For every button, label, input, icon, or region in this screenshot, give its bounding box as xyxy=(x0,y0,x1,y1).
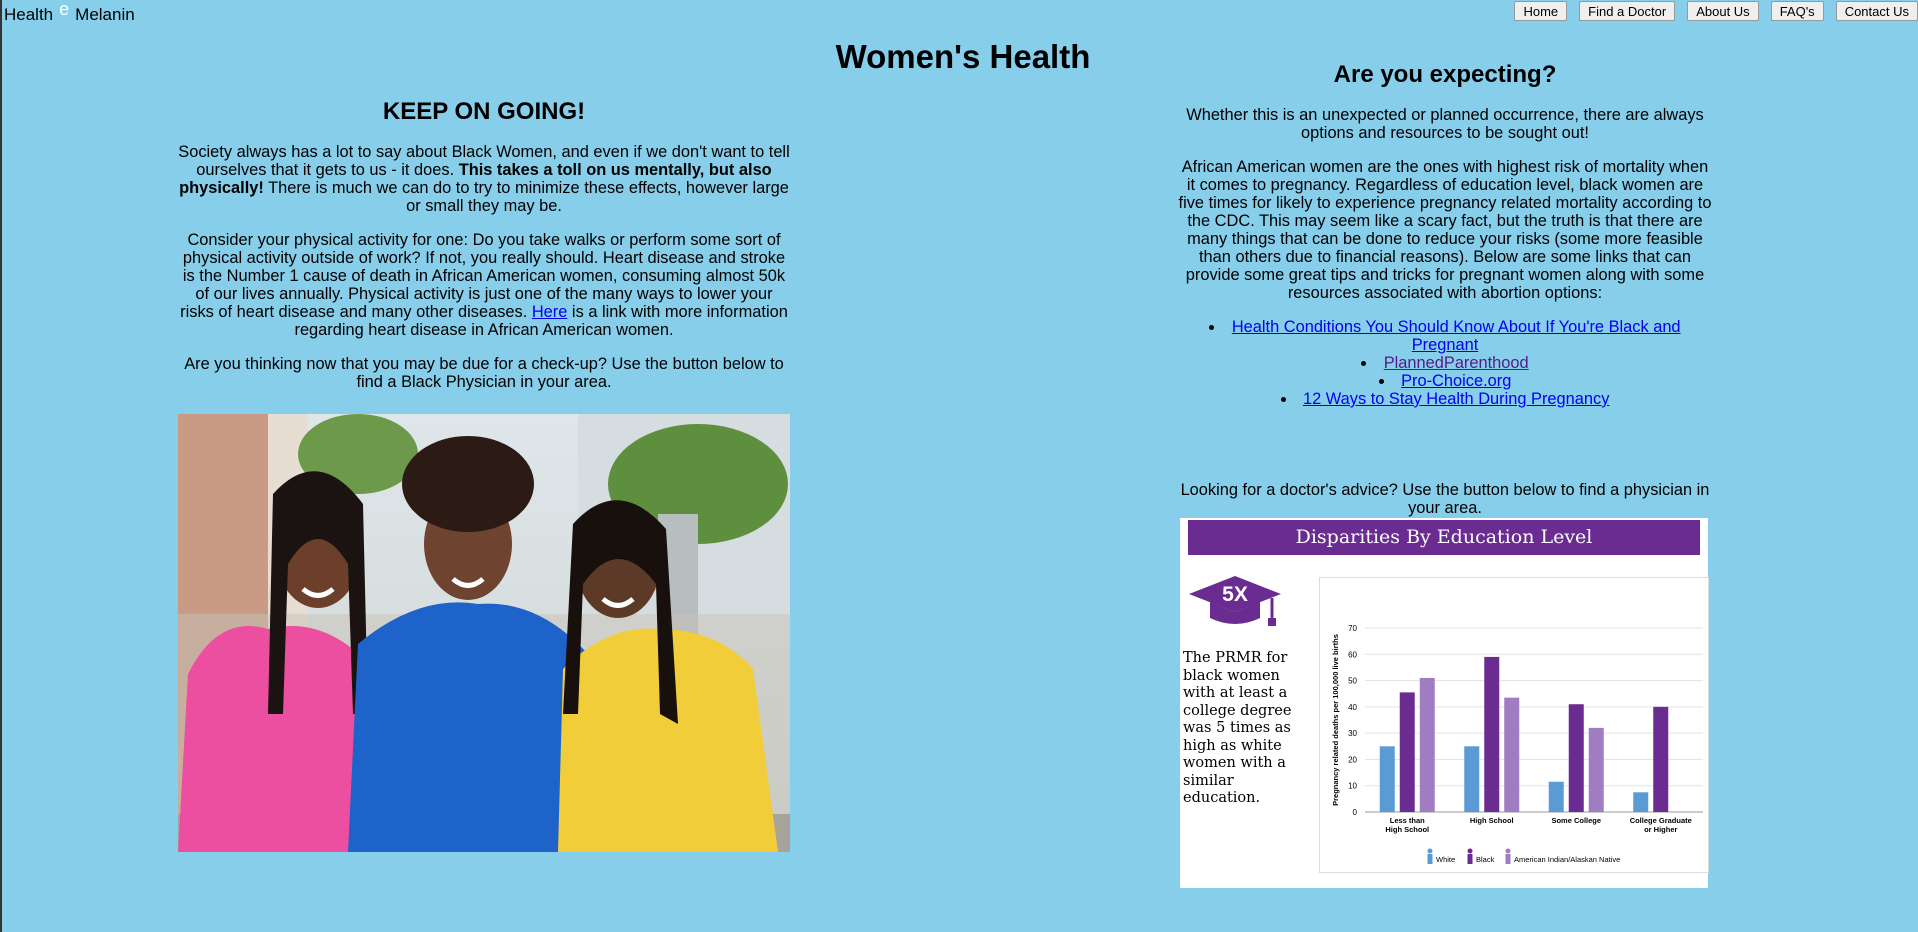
legend-entry: American Indian/Alaskan Native xyxy=(1514,855,1621,864)
bar xyxy=(1484,657,1499,812)
disparities-chart xyxy=(1319,577,1709,873)
y-tick-label: 60 xyxy=(1348,650,1357,660)
legend-entry: Black xyxy=(1476,855,1495,864)
nav-about-button[interactable]: About Us xyxy=(1687,1,1758,21)
legend-entry: White xyxy=(1436,855,1456,864)
x-tick-label: Some College xyxy=(1551,816,1602,825)
badge-5x: 5X xyxy=(1222,583,1248,606)
infographic-banner: Disparities By Education Level xyxy=(1188,520,1700,555)
bar xyxy=(1420,678,1435,812)
activity-paragraph: Consider your physical activity for one: Do you take walks or perform some sort of physical activity outside of work? If not, you really should. Heart disease and stroke is the Number 1 cause of death in African American women, consuming almost 50k of our lives annually. Physical activity is just one of the many ways to lower your risks of heart disease and many other diseases. Here is a link with more information regarding heart disease in African American women. xyxy=(180,231,788,339)
mortality-paragraph: African American women are the ones with highest risk of mortality when it comes to pregnancy. Regardless of education level, black women are five times for likely to experience pregnancy related mortality according to the CDC. This may seem like a scary fact, but the truth is that there are many things that can be done to reduce your risks (some more feasible than others due to financial reasons). Below are some links that can provide some great tips and tricks for pregnant women along with some resources associated with abortion options: xyxy=(1178,158,1712,302)
healthy-pregnancy-link[interactable]: 12 Ways to Stay Health During Pregnancy xyxy=(1302,390,1610,408)
list-item xyxy=(1178,354,1712,372)
legend-person-icon xyxy=(1506,854,1511,864)
brand-word-health: Health xyxy=(4,4,54,24)
women-photo-image xyxy=(178,414,790,852)
bar xyxy=(1653,707,1668,812)
list-item xyxy=(1178,390,1712,408)
doctor-advice-text: Looking for a doctor's advice? Use the button below to find a physician in your area. xyxy=(1180,481,1710,518)
checkup-paragraph: Are you thinking now that you may be due for a check-up? Use the button below to find a Black Physician in your area. xyxy=(184,355,784,391)
infographic-caption: The PRMR for black women with at least a college degree was 5 times as high as white women with a similar education. xyxy=(1183,650,1292,806)
y-tick-label: 20 xyxy=(1348,755,1357,765)
planned-parenthood-link[interactable]: PlannedParenthood xyxy=(1383,354,1529,372)
y-axis-label: Pregnancy related deaths per 100,000 live births xyxy=(1331,634,1340,806)
bar xyxy=(1504,698,1519,812)
options-paragraph: Whether this is an unexpected or planned occurrence, there are always options and resources to be sought out! xyxy=(1186,106,1704,142)
resource-list xyxy=(1178,318,1712,408)
graduation-cap-icon xyxy=(1188,574,1283,628)
bar xyxy=(1549,782,1564,812)
nav-contact-button[interactable]: Contact Us xyxy=(1836,1,1918,21)
x-tick-label: or Higher xyxy=(1644,825,1678,834)
legend-person-icon xyxy=(1468,854,1473,864)
y-tick-label: 70 xyxy=(1348,624,1357,633)
brand-logo[interactable] xyxy=(4,0,135,25)
intro-paragraph: Society always has a lot to say about Black Women, and even if we don't want to tell ourselves that it gets to us - it does. This takes a toll on us mentally, but also physically! There is much we can do to try to minimize these effects, however large or small they may be. xyxy=(178,143,790,215)
heart-disease-link[interactable]: Here xyxy=(531,303,568,321)
x-tick-label: High School xyxy=(1385,825,1430,834)
bar xyxy=(1380,746,1395,812)
x-tick-label: Less than xyxy=(1389,816,1425,825)
top-nav xyxy=(1514,1,1918,21)
education-disparities-infographic xyxy=(1180,518,1708,888)
nav-faq-button[interactable]: FAQ's xyxy=(1771,1,1824,21)
pregnancy-conditions-link[interactable]: Health Conditions You Should Know About If You're Black and Pregnant xyxy=(1231,318,1681,354)
y-tick-label: 50 xyxy=(1348,676,1357,686)
pro-choice-link[interactable]: Pro-Choice.org xyxy=(1401,372,1512,390)
expecting-section xyxy=(1178,61,1712,424)
brand-word-melanin: Melanin xyxy=(75,4,135,24)
women-photo xyxy=(178,414,790,852)
x-tick-label: College Graduate xyxy=(1629,816,1692,825)
keep-going-section xyxy=(178,98,790,407)
bar xyxy=(1589,728,1604,812)
list-item xyxy=(1178,318,1712,354)
page-title: Women's Health xyxy=(835,38,1091,75)
y-tick-label: 40 xyxy=(1348,702,1357,712)
bar xyxy=(1569,704,1584,812)
bar xyxy=(1633,792,1648,812)
y-tick-label: 10 xyxy=(1348,781,1357,791)
bar xyxy=(1400,692,1415,812)
bar xyxy=(1464,746,1479,812)
x-tick-label: High School xyxy=(1469,816,1514,825)
nav-home-button[interactable]: Home xyxy=(1514,1,1567,21)
list-item xyxy=(1178,372,1712,390)
legend-person-icon xyxy=(1506,849,1511,854)
legend-person-icon xyxy=(1428,854,1433,864)
y-tick-label: 30 xyxy=(1348,729,1357,739)
keep-going-heading: KEEP ON GOING! xyxy=(382,98,586,125)
brand-e-icon: e xyxy=(59,0,70,19)
legend-person-icon xyxy=(1428,849,1433,854)
nav-find-doctor-button[interactable]: Find a Doctor xyxy=(1579,1,1675,21)
toll-emphasis: This takes a toll on us mentally, but also physically! xyxy=(179,161,772,197)
y-tick-label: 0 xyxy=(1352,808,1357,817)
expecting-heading: Are you expecting? xyxy=(1333,61,1557,88)
legend-person-icon xyxy=(1468,849,1473,854)
